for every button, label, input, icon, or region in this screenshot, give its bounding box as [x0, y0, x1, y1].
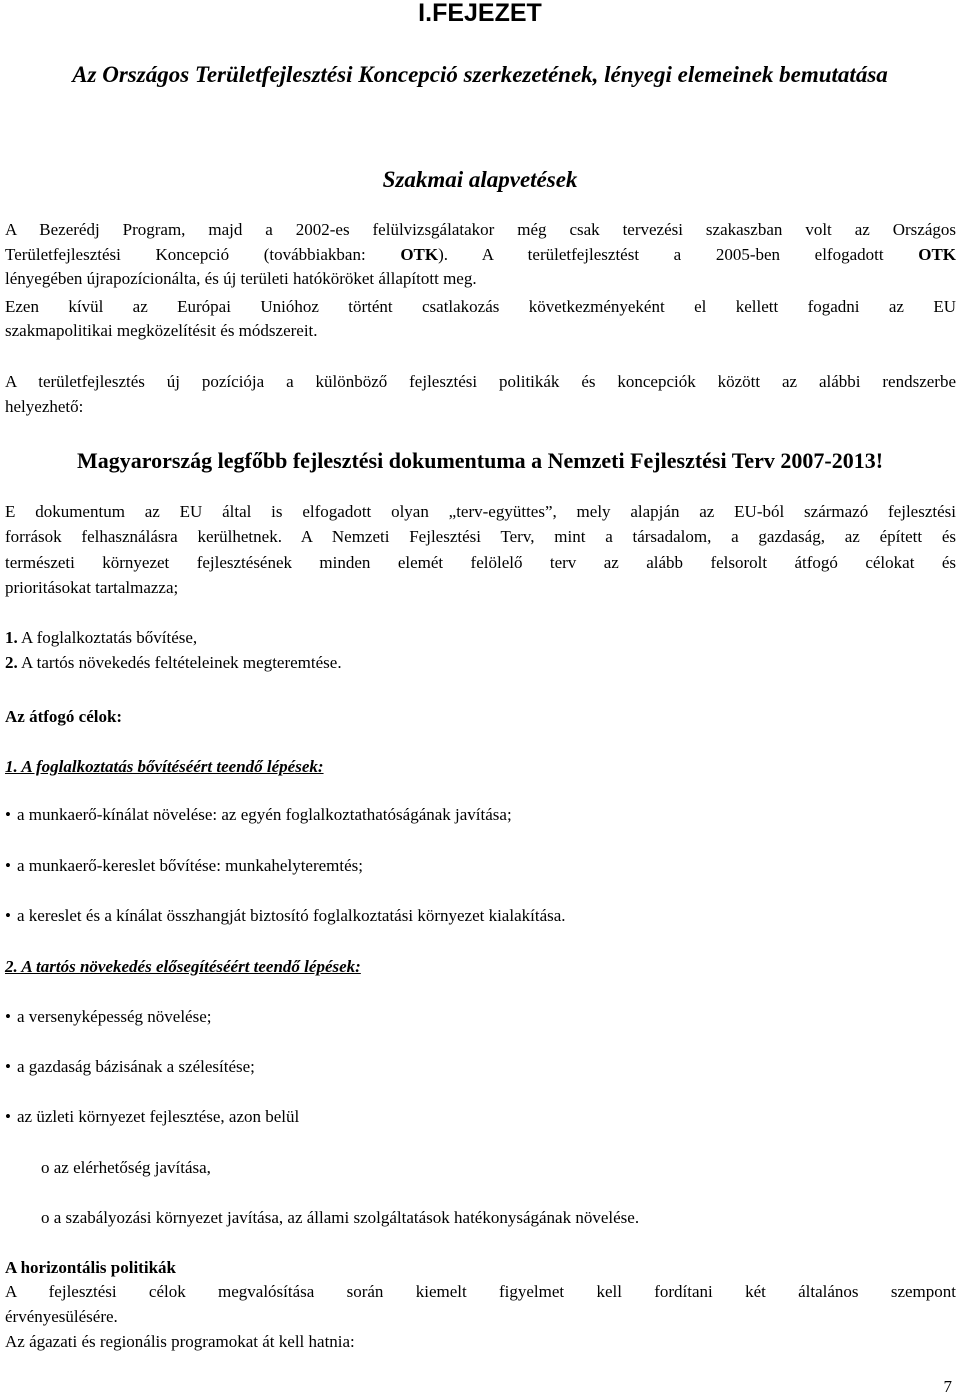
- list-item: [5, 1005, 211, 1029]
- paragraph-1-line-1: A Bezerédj Program, majd a 2002-es felülvizsgálatakor még csak tervezési szakaszban volt az Országos: [5, 220, 956, 239]
- list-item-text: az üzleti környezet fejlesztése, azon belül: [17, 1107, 300, 1126]
- goal-text: A foglalkoztatás bővítése,: [17, 628, 198, 647]
- list-item: [5, 904, 566, 928]
- goal-number: 2.: [5, 653, 18, 672]
- horizontal-policies-line-3: Az ágazati és regionális programokat át kell hatnia:: [5, 1332, 355, 1351]
- bullet-icon: •: [5, 1057, 11, 1076]
- headline-statement: Magyarország legfőbb fejlesztési dokumentuma a Nemzeti Fejlesztési Terv 2007-2013!: [76, 448, 884, 473]
- goal-number: 1.: [5, 628, 18, 647]
- paragraph-1-line-2: [5, 243, 956, 267]
- list-item-text: a gazdaság bázisának a szélesítése;: [17, 1057, 255, 1076]
- goal-item: [5, 651, 342, 675]
- sub-list-item: o az elérhetőség javítása,: [41, 1158, 211, 1177]
- text-run: Területfejlesztési Koncepció (továbbiakban:: [5, 245, 401, 264]
- step-1-heading: 1. A foglalkoztatás bővítéséért teendő lépések:: [5, 757, 324, 776]
- list-item-text: a kereslet és a kínálat összhangját biztosító foglalkoztatási környezet kialakítása.: [17, 906, 566, 925]
- paragraph-3-line-4: prioritásokat tartalmazza;: [5, 578, 179, 597]
- otk-abbreviation: OTK: [400, 245, 439, 264]
- list-item-text: a versenyképesség növelése;: [17, 1007, 212, 1026]
- bullet-icon: •: [5, 805, 11, 824]
- list-item: [5, 1105, 299, 1129]
- bullet-icon: •: [5, 856, 11, 875]
- paragraph-3-line-1: E dokumentum az EU által is elfogadott olyan „terv-együttes”, mely alapján az EU-ból származó fejlesztési: [5, 502, 956, 521]
- paragraph-1-line-4: Ezen kívül az Európai Unióhoz történt csatlakozás következményeként el kellett fogadni az EU: [5, 297, 956, 316]
- bullet-icon: •: [5, 1007, 11, 1026]
- list-item: [5, 854, 363, 878]
- list-item: [5, 1055, 255, 1079]
- paragraph-1-line-3: lényegében újrapozícionálta, és új területi hatóköröket állapított meg.: [5, 269, 477, 288]
- step-2-heading: 2. A tartós növekedés elősegítéséért teendő lépések:: [5, 957, 361, 976]
- page-number: 7: [943, 1377, 952, 1396]
- list-item-text: a munkaerő-kínálat növelése: az egyén foglalkoztathatóságának javítása;: [17, 805, 512, 824]
- paragraph-2-line-1: A területfejlesztés új pozíciója a különböző fejlesztési politikák és koncepciók között az alábbi rendszerbe: [5, 372, 956, 391]
- text-run: ). A területfejlesztést a 2005-ben elfogadott: [438, 245, 919, 264]
- overall-goals-heading: Az átfogó célok:: [5, 707, 123, 726]
- chapter-heading: I.FEJEZET: [418, 0, 542, 27]
- paragraph-1-line-5: szakmapolitikai megközelítésit és módszereit.: [5, 321, 318, 340]
- list-item: [5, 803, 512, 827]
- section-heading: Szakmai alapvetések: [382, 167, 578, 192]
- horizontal-policies-heading: A horizontális politikák: [5, 1258, 176, 1277]
- bullet-icon: •: [5, 1107, 11, 1126]
- horizontal-policies-line-2: érvényesülésére.: [5, 1307, 118, 1326]
- goal-item: [5, 626, 197, 650]
- horizontal-policies-line-1: A fejlesztési célok megvalósítása során kiemelt figyelmet kell fordítani két általános szempont: [5, 1282, 956, 1301]
- paragraph-3-line-3: természeti környezet fejlesztésének minden elemét felölelő terv az alább felsorolt átfogó célokat és: [5, 553, 956, 572]
- list-item-text: a munkaerő-kereslet bővítése: munkahelyteremtés;: [17, 856, 364, 875]
- paragraph-3-line-2: források felhasználásra kerülhetnek. A Nemzeti Fejlesztési Terv, mint a társadalom, a gazdaság, az épített és: [5, 527, 956, 546]
- goal-text: A tartós növekedés feltételeinek megteremtése.: [17, 653, 342, 672]
- bullet-icon: •: [5, 906, 11, 925]
- paragraph-2-line-2: helyezhető:: [5, 397, 84, 416]
- document-title: Az Országos Területfejlesztési Koncepció szerkezetének, lényegi elemeinek bemutatása: [72, 62, 888, 87]
- otk-abbreviation: OTK: [918, 245, 957, 264]
- sub-list-item: o a szabályozási környezet javítása, az állami szolgáltatások hatékonyságának növelése.: [41, 1208, 640, 1227]
